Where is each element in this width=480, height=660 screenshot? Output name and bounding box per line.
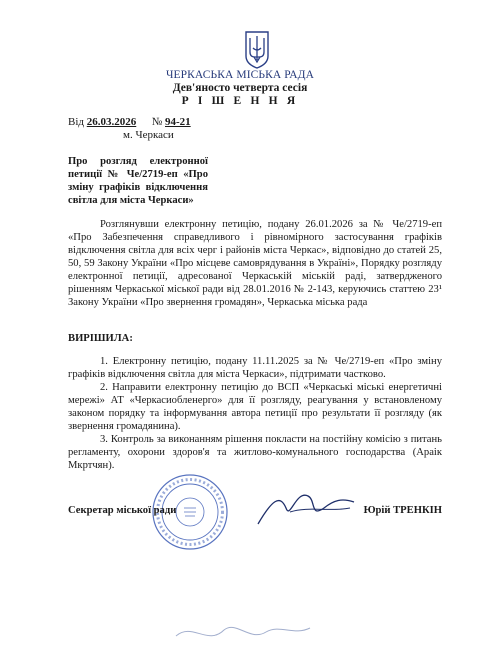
- document-type: Р І Ш Е Н Н Я: [181, 95, 299, 107]
- preamble-paragraph: Розглянувши електронну петицію, подану 26.01.2026 за № Че/2719-еп «Про Забезпечення справедливого і рівномірного застосування графіків відключення світла для всіх черг і районів міста Черкас», відповідно до статей 25, 50, 59 Закону України «Про місцеве самоврядування в Україні», Порядку розгляду електронної петиції, адресованої Черкаській міській раді, затвердженого рішенням Черкаської міської ради від 28.01.2016 № 2-143, керуючись статтею 23¹ Закону України «Про звернення громадян», Черкаська міська рада: [68, 219, 442, 308]
- signer-title: Секретар міської ради: [68, 505, 177, 516]
- decision-date: 26.03.2026: [86, 116, 137, 128]
- decision-subject: Про розгляд електронної петиції № Че/2719-еп «Про зміну графіків відключення світла для міста Черкаси»: [68, 156, 208, 206]
- session-title: Дев'яносто четверта сесія: [172, 82, 308, 94]
- city-name: м. Черкаси: [123, 129, 174, 141]
- resolution-item-2: 2. Направити електронну петицію до ВСП «Черкаські міські енергетичні мережі» АТ «Черкасиобленерго» для її розгляду, реагування у встановленому законом порядку та інформування автора петиції про результати її розгляду (як звернення громадянина).: [68, 382, 442, 432]
- signer-name: Юрій ТРЕНКІН: [363, 505, 442, 516]
- resolved-heading: ВИРІШИЛА:: [68, 333, 133, 344]
- resolution-item-3: 3. Контроль за виконанням рішення покласти на постійну комісію з питань регламенту, охорони здоров'я та житлово-комунального господарства (Араік Мкртчян).: [68, 434, 442, 471]
- decision-meta: [68, 116, 191, 128]
- handwritten-mark: [168, 608, 318, 654]
- from-label: Від: [68, 116, 84, 128]
- council-name: ЧЕРКАСЬКА МІСЬКА РАДА: [165, 69, 315, 81]
- handwritten-signature: [250, 478, 370, 538]
- resolution-item-1: 1. Електронну петицію, подану 11.11.2025 за № Че/2719-еп «Про зміну графіків відключення світла для міста Черкаси», підтримати частково.: [68, 356, 442, 380]
- decision-number: 94-21: [165, 116, 191, 128]
- trident-emblem-icon: [244, 30, 270, 70]
- number-label: №: [151, 116, 163, 128]
